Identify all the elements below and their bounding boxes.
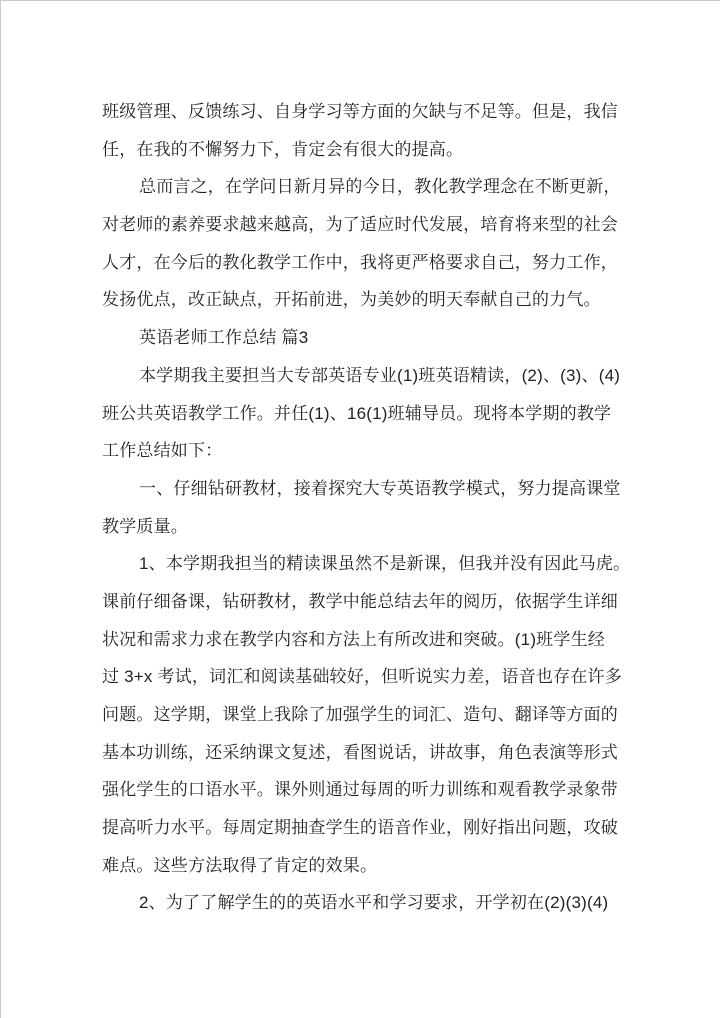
document-body	[102, 93, 631, 922]
text-line: 任，在我的不懈努力下，肯定会有很大的提高。	[102, 139, 464, 159]
text-line: 强化学生的口语水平。课外则通过每周的听力训练和观看教学录象带	[102, 780, 618, 800]
text-line: 问题。这学期，课堂上我除了加强学生的词汇、造句、翻译等方面的	[102, 705, 618, 724]
text-line: 总而言之，在学问日新月异的今日，教化教学理念在不断更新，	[139, 177, 621, 197]
text-line: 工作总结如下：	[102, 441, 223, 461]
text-line: 一、仔细钻研教材，接着探究大专英语教学模式，努力提高课堂	[139, 478, 621, 498]
text-line: 课前仔细备课，钻研教材，教学中能总结去年的阅历，依据学生详细	[102, 591, 618, 611]
text-line: 难点。这些方法取得了肯定的效果。	[102, 855, 378, 875]
text-line: 过 3+x 考试，词汇和阅读基础较好，但听说实力差，语音也存在许多	[102, 667, 622, 687]
text-line: 2、为了了解学生的的英语水平和学习要求，开学初在(2)(3)(4)	[139, 893, 609, 913]
text-line: 提高听力水平。每周定期抽查学生的语音作业，刚好指出问题，攻破	[102, 818, 618, 838]
text-line: 发扬优点，改正缺点，开拓前进，为美妙的明天奉献自己的力气。	[102, 290, 601, 310]
text-line: 英语老师工作总结 篇3	[139, 328, 309, 348]
text-line: 对老师的素养要求越来越高，为了适应时代发展，培育将来型的社会	[102, 215, 618, 235]
text-line: 基本功训练，还采纳课文复述，看图说话，讲故事，角色表演等形式	[102, 742, 618, 762]
text-line: 班公共英语教学工作。并任(1)、16(1)班辅导员。现将本学期的教学	[102, 403, 612, 423]
text-line: 班级管理、反馈练习、自身学习等方面的欠缺与不足等。但是，我信	[102, 102, 618, 121]
text-line: 教学质量。	[102, 516, 188, 536]
text-line: 1、本学期我担当的精读课虽然不是新课，但我并没有因此马虎。	[139, 554, 631, 574]
text-line: 状况和需求力求在教学内容和方法上有所改进和突破。(1)班学生经	[102, 629, 605, 649]
text-line: 人才，在今后的教化教学工作中，我将更严格要求自己，努力工作，	[102, 252, 618, 272]
text-line: 本学期我主要担当大专部英语专业(1)班英语精读，(2)、(3)、(4)	[139, 365, 621, 385]
